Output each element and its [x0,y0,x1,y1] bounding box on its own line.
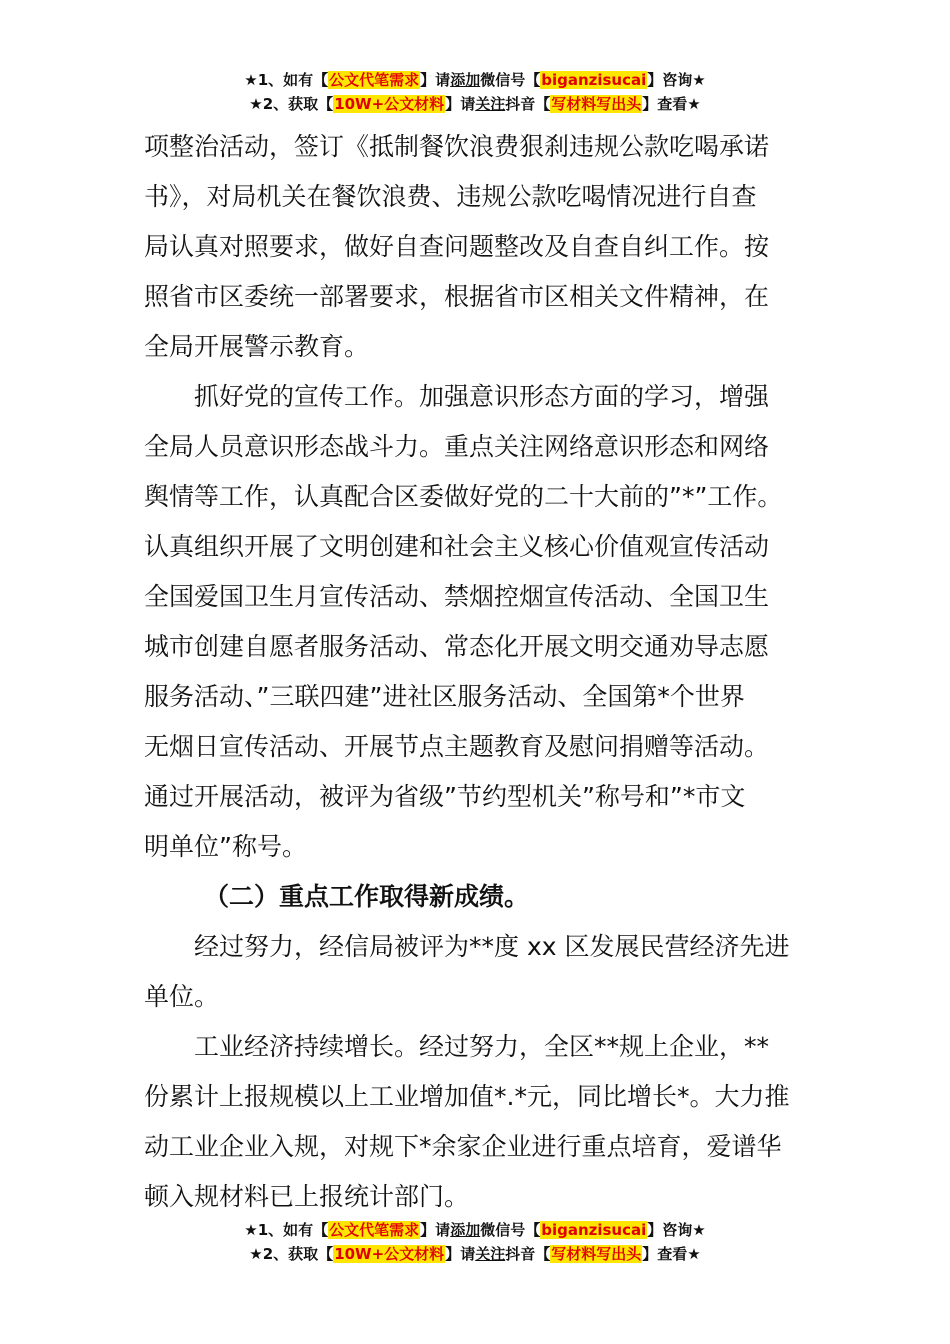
banner-highlight: 公文代笔需求 [329,71,420,89]
banner-highlight: 写材料写出头 [551,95,642,113]
banner-text: 】查看★ [642,1245,701,1263]
body-line: 通过开展活动，被评为省级”节约型机关”称号和”*市文 [144,782,746,811]
document-body [144,122,824,1222]
banner-highlight: 10W+公文材料 [334,1245,445,1263]
body-line: 书》，对局机关在餐饮浪费、违规公款吃喝情况进行自查 [144,182,757,211]
banner-text: 抖音【 [505,95,551,113]
body-line: 照省市区委统一部署要求，根据省市区相关文件精神，在 [144,282,770,311]
body-line: 全局人员意识形态战斗力。重点关注网络意识形态和网络 [144,432,770,461]
banner-highlight: 写材料写出头 [551,1245,642,1263]
body-line: 舆情等工作，认真配合区委做好党的二十大前的”*”工作。 [144,482,783,511]
banner-text: 微信号【 [480,71,541,89]
banner-text: 】咨询★ [647,1221,706,1239]
paragraph-start-line: 经过努力，经信局被评为**度 xx 区发展民营经济先进 [194,932,790,961]
body-line: 服务活动、”三联四建”进社区服务活动、全国第*个世界 [144,682,745,711]
body-line: 单位。 [144,982,220,1011]
banner-text: 抖音【 [505,1245,551,1263]
body-line: 全局开展警示教育。 [144,332,370,361]
banner-line-2 [0,92,950,116]
banner-text: 】请 [420,1221,451,1239]
banner-text: 】请 [445,95,476,113]
body-line: 认真组织开展了文明创建和社会主义核心价值观宣传活动 [144,532,770,561]
body-line: 局认真对照要求，做好自查问题整改及自查自纠工作。按 [144,232,770,261]
banner-line-1 [0,1218,950,1242]
banner-text: ★1、如有【 [244,1221,329,1239]
body-line: 顿入规材料已上报统计部门。 [144,1182,470,1211]
banner-text: 】请 [445,1245,476,1263]
paragraph-start-line: 工业经济持续增长。经过努力，全区**规上企业，** [194,1032,770,1061]
body-line: 动工业企业入规，对规下*余家企业进行重点培育，爱谱华 [144,1132,782,1161]
body-line: 项整治活动，签订《抵制餐饮浪费狠刹违规公款吃喝承诺 [144,132,770,161]
banner-highlight: 10W+公文材料 [334,95,445,113]
bottom-banner [0,1218,950,1266]
banner-text: ★2、获取【 [249,1245,334,1263]
banner-underlined-text: 关注 [475,95,506,113]
banner-text: 】请 [420,71,451,89]
body-line: 无烟日宣传活动、开展节点主题教育及慰问捐赠等活动。 [144,732,770,761]
banner-text: 】查看★ [642,95,701,113]
banner-highlight: biganzisucai [541,71,647,89]
body-line: 明单位”称号。 [144,832,307,861]
top-banner [0,68,950,116]
banner-line-1 [0,68,950,92]
body-line: 城市创建自愿者服务活动、常态化开展文明交通劝导志愿 [144,632,770,661]
banner-text: 微信号【 [480,1221,541,1239]
banner-highlight: biganzisucai [541,1221,647,1239]
banner-highlight: 公文代笔需求 [329,1221,420,1239]
section-heading: （二）重点工作取得新成绩。 [204,882,530,911]
body-line: 份累计上报规模以上工业增加值*.*元，同比增长*。大力推 [144,1082,790,1111]
banner-underlined-text: 关注 [475,1245,506,1263]
banner-line-2 [0,1242,950,1266]
banner-text: ★1、如有【 [244,71,329,89]
banner-underlined-text: 添加 [450,1221,481,1239]
banner-underlined-text: 添加 [450,71,481,89]
banner-text: ★2、获取【 [249,95,334,113]
banner-text: 】咨询★ [647,71,706,89]
paragraph-start-line: 抓好党的宣传工作。加强意识形态方面的学习，增强 [194,382,770,411]
body-line: 全国爱国卫生月宣传活动、禁烟控烟宣传活动、全国卫生 [144,582,770,611]
